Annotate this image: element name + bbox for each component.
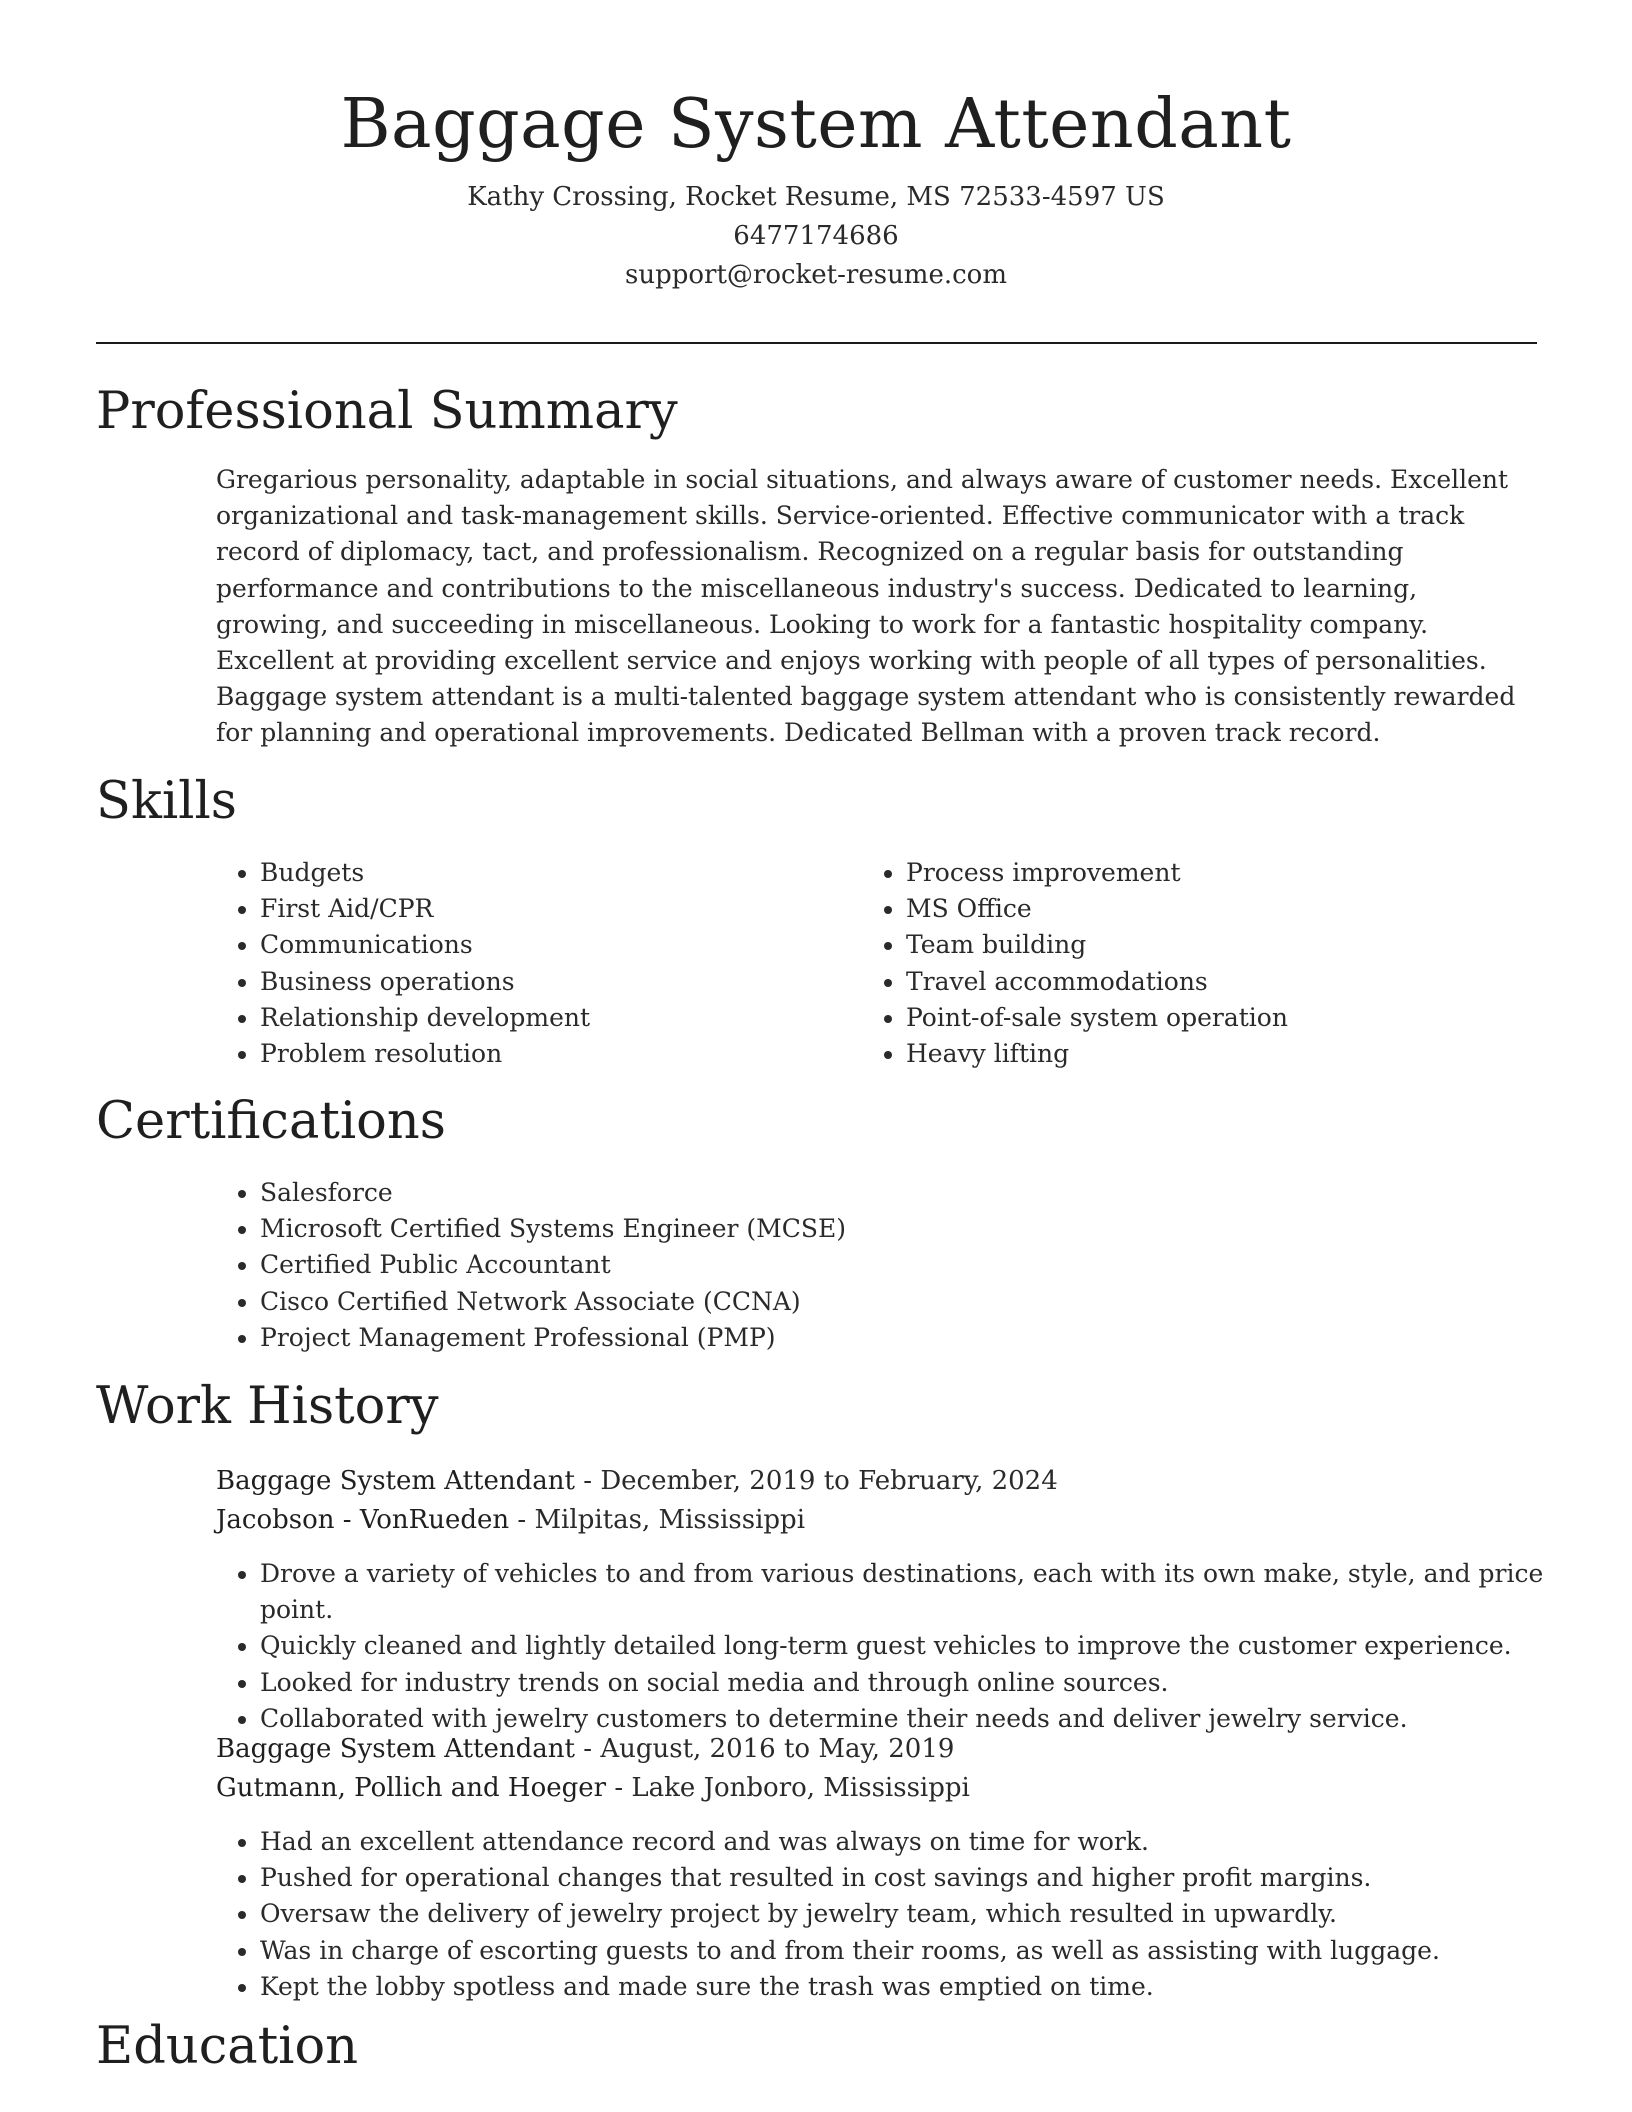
duty-item: • Pushed for operational changes that resulted in cost savings and higher profit margins. [260, 1860, 1546, 1896]
duty-item: • Oversaw the delivery of jewelry project by jewelry team, which resulted in upwardly. [260, 1896, 1546, 1932]
duty-item: • Drove a variety of vehicles to and from various destinations, each with its own make, style, and price point. [260, 1556, 1546, 1628]
duty-item: • Collaborated with jewelry customers to determine their needs and deliver jewelry service. [260, 1701, 1546, 1737]
contact-email: support@rocket-resume.com [624, 260, 1007, 290]
certifications-heading: Certifications [96, 1092, 446, 1151]
contact-info [0, 178, 1632, 295]
duty-item: • Was in charge of escorting guests to and from their rooms, as well as assisting with luggage. [260, 1933, 1546, 1969]
summary-heading: Professional Summary [96, 382, 678, 441]
job-title-line [216, 1730, 954, 1769]
contact-phone: 6477174686 [733, 221, 899, 251]
job-dates: August, 2016 to May, 2019 [600, 1734, 955, 1764]
certification-item: • Salesforce [260, 1175, 1516, 1211]
skill-item: • MS Office [906, 891, 1522, 927]
job-company-line [216, 1769, 970, 1808]
job-location: Milpitas, Mississippi [534, 1505, 806, 1535]
summary-text: Gregarious personality, adaptable in social situations, and always aware of customer needs. Excellent organizational and task-management skills. Service-oriented. Effective communicator with a track record of diplomacy, tact, and professionalism. Recognized on a regular basis for outstanding performance and contributions to the miscellaneous industry's success. Dedicated to learning, growing, and succeeding in miscellaneous. Looking to work for a fantastic hospitality company. Excellent at providing excellent service and enjoys working with people of all types of personalities. Baggage system attendant is a multi-talented baggage system attendant who is consistently rewarded for planning and operational improvements. Dedicated Bellman with a proven track record. [216, 465, 1516, 748]
work-history-heading: Work History [96, 1377, 439, 1436]
resume-header [0, 80, 1632, 295]
job-duties [216, 1556, 1546, 1737]
job-duties-list [216, 1556, 1546, 1737]
candidate-name: Baggage System Attendant [340, 85, 1292, 164]
certification-item: • Certified Public Accountant [260, 1247, 1516, 1283]
certifications-block [216, 1175, 1516, 1356]
job-company: Gutmann, Pollich and Hoeger [216, 1773, 607, 1803]
duty-item: • Kept the lobby spotless and made sure the trash was emptied on time. [260, 1969, 1546, 2005]
skill-item: • First Aid/CPR [260, 891, 836, 927]
skill-item: • Problem resolution [260, 1036, 836, 1072]
contact-address: Kathy Crossing, Rocket Resume, MS 72533-4597 US [467, 182, 1165, 212]
skill-item: • Point-of-sale system operation [906, 1000, 1522, 1036]
certification-item: • Project Management Professional (PMP) [260, 1320, 1516, 1356]
skill-item: • Team building [906, 927, 1522, 963]
job-dates: December, 2019 to February, 2024 [600, 1466, 1058, 1496]
skills-column-right [862, 855, 1522, 1072]
skills-list-left [216, 855, 836, 1072]
job-role: Baggage System Attendant [216, 1734, 575, 1764]
skill-item: • Heavy lifting [906, 1036, 1522, 1072]
job-company-line [216, 1501, 805, 1540]
skill-item: • Process improvement [906, 855, 1522, 891]
job-separator: - [583, 1466, 601, 1496]
job-title-line [216, 1462, 1058, 1501]
duty-item: • Looked for industry trends on social media and through online sources. [260, 1665, 1546, 1701]
skill-item: • Communications [260, 927, 836, 963]
skill-item: • Travel accommodations [906, 964, 1522, 1000]
job-separator: - [614, 1773, 632, 1803]
skills-heading: Skills [96, 772, 237, 831]
header-divider [96, 342, 1537, 344]
skills-list-right [862, 855, 1522, 1072]
job-duties [216, 1824, 1546, 2005]
certifications-list [216, 1175, 1516, 1356]
certification-item: • Cisco Certified Network Associate (CCNA) [260, 1284, 1516, 1320]
skill-item: • Relationship development [260, 1000, 836, 1036]
job-company: Jacobson - VonRueden [216, 1505, 510, 1535]
job-separator: - [583, 1734, 601, 1764]
certification-item: • Microsoft Certified Systems Engineer (MCSE) [260, 1211, 1516, 1247]
job-location: Lake Jonboro, Mississippi [631, 1773, 970, 1803]
skill-item: • Budgets [260, 855, 836, 891]
job-duties-list [216, 1824, 1546, 2005]
duty-item: • Quickly cleaned and lightly detailed long-term guest vehicles to improve the customer experience. [260, 1628, 1546, 1664]
duty-item: • Had an excellent attendance record and was always on time for work. [260, 1824, 1546, 1860]
skill-item: • Business operations [260, 964, 836, 1000]
job-separator: - [517, 1505, 535, 1535]
education-heading: Education [96, 2017, 359, 2076]
skills-column-left [216, 855, 836, 1072]
job-role: Baggage System Attendant [216, 1466, 575, 1496]
